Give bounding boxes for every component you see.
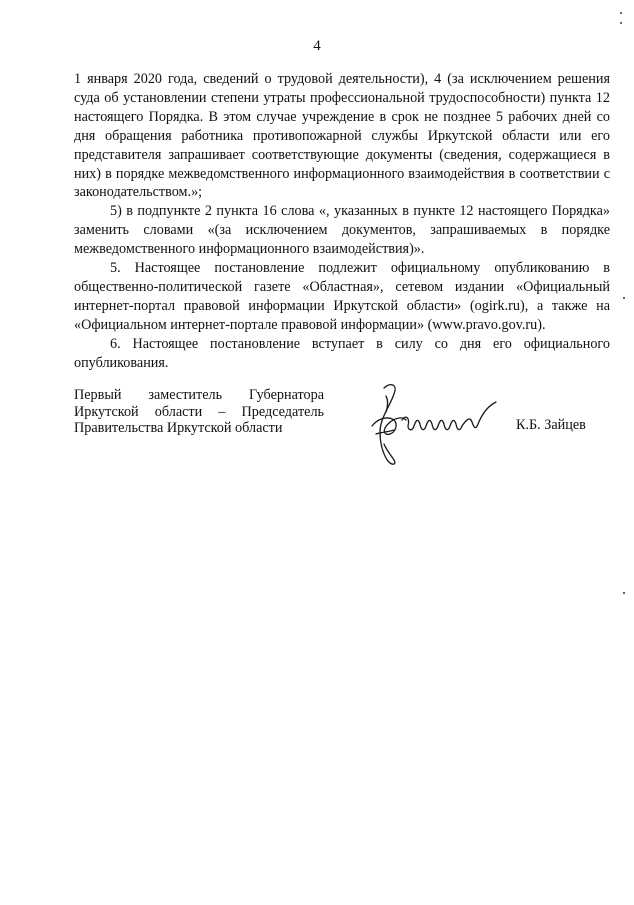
scan-mark: [623, 297, 625, 299]
paragraph-publication: 5. Настоящее постановление подлежит официальному опубликованию в общественно-политической газете «Областная», сетевом издании «Официальный интернет-портал правовой информации Иркутской области» (ogirk.ru), а также на «Официальном интернет-портале правовой информации» (www.pravo.gov.ru).: [74, 260, 610, 333]
position-line: Иркутской области – Председатель: [74, 403, 324, 420]
signatory-position: [74, 387, 324, 437]
scan-mark: [620, 22, 622, 24]
paragraph-item-5: 5) в подпункте 2 пункта 16 слова «, указанных в пункте 12 настоящего Порядка» заменить словами «(за исключением документов, запрашиваемых в порядке межведомственного информационного взаимодействия)».: [74, 203, 610, 258]
position-line: Правительства Иркутской области: [74, 420, 283, 436]
paragraph-effective-date: 6. Настоящее постановление вступает в силу со дня его официального опубликования.: [74, 335, 610, 371]
paragraph-continuation: 1 января 2020 года, сведений о трудовой деятельности), 4 (за исключением решения суда об установлении степени утраты профессиональной трудоспособности) пункта 12 настоящего Порядка. В этом случае учреждение в срок не позднее 5 рабочих дней со дня обращения работника противопожарной службы Иркутской области или его представителя запрашивает соответствующие документы (сведения, содержащиеся в них) в порядке межведомственного информационного взаимодействия в соответствии с законодательством.»;: [74, 71, 610, 201]
page-number: 4: [313, 38, 321, 54]
signer-name: К.Б. Зайцев: [516, 417, 586, 433]
position-line: Первый заместитель Губернатора: [74, 387, 324, 403]
scan-mark: [623, 592, 625, 594]
scan-mark: [620, 12, 622, 14]
handwritten-signature: [358, 374, 508, 474]
document-body: [74, 70, 610, 373]
